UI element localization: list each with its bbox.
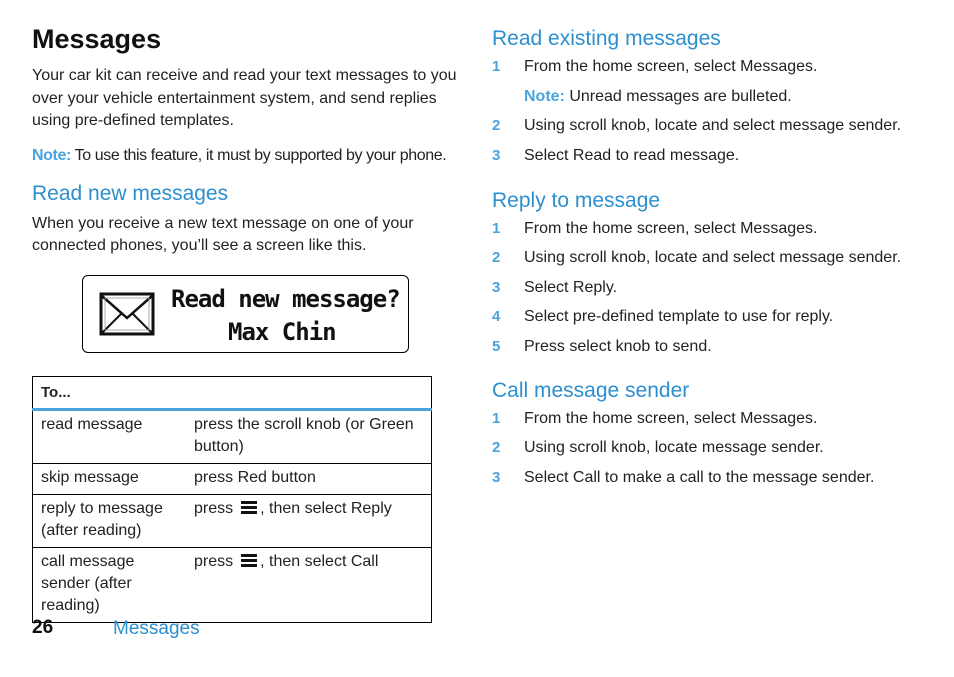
left-column [32,24,462,614]
note-label: Note: [32,146,71,164]
page-title: Messages [32,24,162,54]
table-row [33,464,432,495]
table-cell-action: skip message [33,464,187,495]
table-row [33,410,432,464]
menu-icon [241,501,257,514]
read-existing-steps-cont [492,115,932,167]
actions-table [32,376,432,623]
table-header-row [33,377,432,410]
footer-section-title: Messages [113,618,200,639]
step-text: Using scroll knob, locate and select message sender. [524,117,902,134]
step-text: Using scroll knob, locate and select message sender. [524,249,902,266]
step-text: Select Call to make a call to the message sender. [524,469,875,486]
step-number: 1 [492,58,501,75]
list-item [492,467,932,489]
page-number: 26 [32,617,54,638]
table-cell-how [186,548,432,623]
note-label: Note: [524,88,565,105]
step-number: 4 [492,308,501,325]
table-cell-how: press the scroll knob (or Green button) [186,410,432,464]
step-text: Select Read to read message. [524,147,740,164]
section-heading-read-existing: Read existing messages [492,27,721,50]
note-text: To use this feature, it must by supported by your phone. [74,146,447,164]
intro-text: Your car kit can receive and read your text messages to you over your vehicle entertainment system, and send replies using pre-defined templates. [32,67,457,129]
list-item [492,306,932,328]
list-item [492,56,932,78]
step-number: 2 [492,117,501,134]
envelope-icon [99,292,155,336]
list-item [492,218,932,240]
screen-message-prompt: Read new message? [171,285,400,313]
list-item [492,408,932,430]
step-number: 2 [492,439,501,456]
step-number: 1 [492,410,501,427]
step-text: Press select knob to send. [524,338,712,355]
step-text: From the home screen, select Messages. [524,410,818,427]
section-heading-read-new: Read new messages [32,181,229,205]
table-cell-how: press Red button [186,464,432,495]
table-header: To... [33,377,432,410]
list-item [492,115,932,137]
list-item [492,277,932,299]
list-item [492,437,932,459]
list-item [492,336,932,358]
how-suffix: , then select Call [260,553,379,570]
section-heading-reply: Reply to message [492,189,661,212]
table-cell-action: reply to message (after reading) [33,495,187,548]
step-number: 3 [492,469,501,486]
step-text: Select pre-defined template to use for reply. [524,308,834,325]
list-item [492,145,932,167]
step-number: 2 [492,249,501,266]
how-prefix: press [194,553,234,570]
how-suffix: , then select Reply [260,500,392,517]
table-cell-how [186,495,432,548]
read-existing-note [492,86,932,108]
list-item [492,247,932,269]
intro-note [32,145,462,167]
table-row [33,495,432,548]
reply-steps [492,218,932,358]
right-column [492,26,932,489]
step-text: From the home screen, select Messages. [524,58,818,75]
menu-icon [241,554,257,567]
table-row [33,548,432,623]
table-cell-action: call message sender (after reading) [33,548,187,623]
table-cell-action: read message [33,410,187,464]
step-number: 3 [492,147,501,164]
step-text: Using scroll knob, locate message sender. [524,439,824,456]
step-number: 3 [492,279,501,296]
display-screen [82,275,409,353]
screen-sender-name: Max Chin [228,318,336,346]
step-number: 5 [492,338,501,355]
step-text: Select Reply. [524,279,618,296]
step-text: From the home screen, select Messages. [524,220,818,237]
how-prefix: press [194,500,234,517]
note-text: Unread messages are bulleted. [569,88,792,105]
read-existing-steps [492,56,932,78]
call-steps [492,408,932,489]
step-number: 1 [492,220,501,237]
read-new-text: When you receive a new text message on one of your connected phones, you’ll see a screen like this. [32,214,414,254]
section-heading-call: Call message sender [492,379,690,402]
